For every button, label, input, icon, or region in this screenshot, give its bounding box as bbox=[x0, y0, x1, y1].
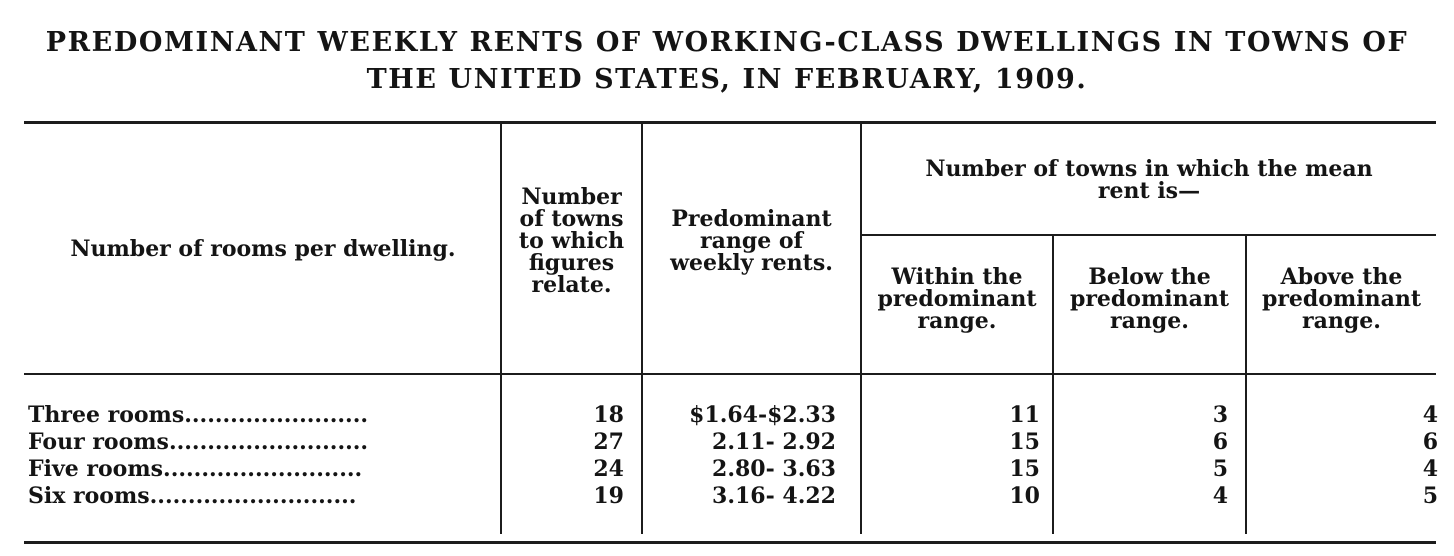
row-label: Five rooms bbox=[28, 456, 164, 482]
header-number-of-towns: Number of towns to which figures relate. bbox=[518, 184, 625, 298]
header-within-range: Within the predominant range. bbox=[877, 264, 1037, 334]
rent-range: 3.16- 4.22 bbox=[712, 483, 836, 509]
table-row bbox=[28, 456, 1440, 483]
header-rooms-per-dwelling: Number of rooms per dwelling. bbox=[70, 236, 456, 262]
within-count: 10 bbox=[1009, 483, 1040, 509]
header-predominant-range: Predominant range of weekly rents. bbox=[670, 206, 833, 276]
towns-count: 18 bbox=[593, 402, 624, 428]
towns-count: 24 bbox=[593, 456, 624, 482]
within-count: 15 bbox=[1009, 456, 1040, 482]
header-above-range: Above the predominant range. bbox=[1261, 264, 1422, 334]
towns-count: 27 bbox=[593, 429, 624, 455]
row-label: Four rooms bbox=[28, 429, 169, 455]
towns-count: 19 bbox=[593, 483, 624, 509]
top-rule bbox=[24, 121, 1436, 124]
leader-dots: .......................... bbox=[168, 429, 369, 455]
rent-range: 2.11- 2.92 bbox=[712, 429, 836, 455]
within-count: 15 bbox=[1009, 429, 1040, 455]
above-count: 6 bbox=[1422, 429, 1438, 455]
header-below-range: Below the predominant range. bbox=[1069, 264, 1230, 334]
below-count: 6 bbox=[1212, 429, 1228, 455]
rent-range: 2.80- 3.63 bbox=[712, 456, 836, 482]
above-count: 4 bbox=[1422, 402, 1438, 428]
above-count: 4 bbox=[1422, 456, 1438, 482]
leader-dots: ........................ bbox=[184, 402, 369, 428]
table-title-line-1: PREDOMINANT WEEKLY RENTS OF WORKING-CLASS DWELLINGS IN TOWNS OF bbox=[45, 27, 1409, 58]
above-count: 5 bbox=[1422, 483, 1438, 509]
row-label: Six rooms bbox=[28, 483, 150, 509]
below-count: 5 bbox=[1212, 456, 1228, 482]
header-mean-rent-group: Number of towns in which the mean rent is— bbox=[925, 156, 1373, 204]
bottom-rule bbox=[24, 541, 1436, 544]
below-count: 4 bbox=[1212, 483, 1228, 509]
rent-range: $1.64-$2.33 bbox=[689, 402, 836, 428]
table-row bbox=[28, 402, 1440, 429]
table-title-line-2: THE UNITED STATES, IN FEBRUARY, 1909. bbox=[366, 64, 1088, 95]
row-label: Three rooms bbox=[28, 402, 185, 428]
subgroup-rule bbox=[862, 234, 1436, 236]
table-row bbox=[28, 429, 1440, 456]
below-count: 3 bbox=[1212, 402, 1228, 428]
table-row bbox=[28, 483, 1440, 510]
leader-dots: ........................... bbox=[149, 483, 357, 509]
header-bottom-rule bbox=[24, 373, 1436, 375]
within-count: 11 bbox=[1009, 402, 1040, 428]
leader-dots: .......................... bbox=[163, 456, 363, 482]
